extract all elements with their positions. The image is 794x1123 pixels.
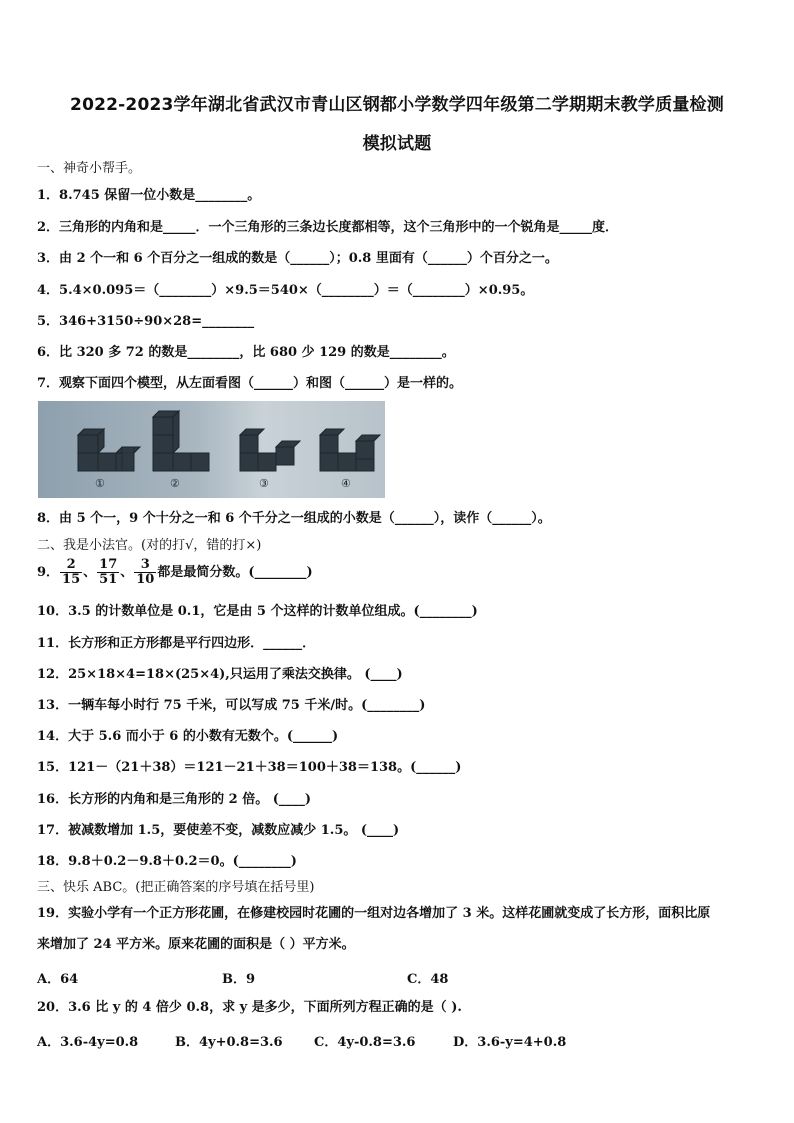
block-models-figure	[38, 401, 385, 498]
question-19-line-2: 来增加了 24 平方米。原来花圃的面积是（ ）平方米。	[37, 937, 355, 952]
section-2-heading: 二、我是小法官。(对的打√，错的打×)	[37, 538, 262, 553]
question-18: 18．9.8＋0.2－9.8＋0.2＝0。(________)	[37, 854, 297, 869]
question-4: 4．5.4×0.095＝（________）×9.5＝540×（________）＝（________）×0.95。	[37, 283, 534, 298]
section-3-heading: 三、快乐 ABC。(把正确答案的序号填在括号里)	[37, 880, 315, 895]
question-11: 11．长方形和正方形都是平行四边形．______．	[37, 636, 316, 651]
question-15: 15．121－（21＋38）＝121－21＋38＝100＋38＝138。(______)	[37, 760, 462, 775]
fraction-2: $\frac{17}{51}$	[99, 557, 118, 587]
title-line-1: 2022-2023学年湖北省武汉市青山区钢都小学数学四年级第二学期期末教学质量检测	[70, 95, 724, 115]
question-20: 20．3.6 比 y 的 4 倍少 0.8，求 y 是多少，下面所列方程正确的是（ ).	[37, 1000, 462, 1015]
question-19-line-1: 19．实验小学有一个正方形花圃，在修建校园时花圃的一组对边各增加了 3 米。这样花圃就变成了长方形，面积比原	[37, 906, 711, 921]
question-12: 12．25×18×4=18×(25×4),只运用了乘法交换律。 (____)	[37, 667, 403, 682]
fraction-3: $\frac{3}{10}$	[136, 557, 155, 587]
question-16: 16．长方形的内角和是三角形的 2 倍。 (____)	[37, 792, 312, 807]
question-13: 13．一辆车每小时行 75 千米，可以写成 75 千米/时。(________)	[37, 698, 426, 713]
question-20-option-c: C．4y-0.8=3.6	[314, 1035, 416, 1050]
question-5: 5．346+3150÷90×28=________	[37, 314, 255, 329]
question-6: 6．比 320 多 72 的数是________，比 680 少 129 的数是________。	[37, 345, 455, 360]
model-label-1: ①	[95, 477, 105, 490]
question-20-option-d: D．3.6-y=4+0.8	[453, 1035, 567, 1050]
model-label-3: ③	[259, 477, 269, 490]
question-9-prefix: 9．	[37, 565, 60, 580]
question-10: 10．3.5 的计数单位是 0.1，它是由 5 个这样的计数单位组成。(________)	[37, 604, 478, 619]
model-label-4: ④	[341, 477, 351, 490]
question-20-option-b: B．4y+0.8=3.6	[175, 1035, 283, 1050]
question-19-option-b: B．9	[222, 972, 256, 987]
block-models-drawing	[38, 401, 385, 498]
question-2: 2．三角形的内角和是_____．一个三角形的三条边长度都相等，这个三角形中的一个锐角是_____度．	[37, 220, 619, 235]
question-14: 14．大于 5.6 而小于 6 的小数有无数个。(______)	[37, 729, 339, 744]
question-19-option-c: C．48	[407, 972, 449, 987]
title-line-2: 模拟试题	[362, 134, 432, 154]
question-7: 7．观察下面四个模型，从左面看图（______）和图（______）是一样的。	[37, 376, 463, 391]
question-17: 17．被减数增加 1.5，要使差不变，减数应减少 1.5。 (____)	[37, 823, 400, 838]
question-9-suffix: 都是最简分数。(________)	[157, 565, 313, 580]
section-1-heading: 一、神奇小帮手。	[37, 161, 142, 176]
question-3: 3．由 2 个一和 6 个百分之一组成的数是（______）；0.8 里面有（______）个百分之一。	[37, 251, 558, 266]
question-9: 9． $\frac{2}{15}$ 、 $\frac{17}{51}$ 、 $\frac{3}{10}$ 都是最简分数。(________)	[37, 557, 313, 587]
question-20-option-a: A．3.6-4y=0.8	[37, 1035, 139, 1050]
fraction-1: $\frac{2}{15}$	[62, 557, 81, 587]
question-8: 8．由 5 个一，9 个十分之一和 6 个千分之一组成的小数是（______），读作（______）。	[37, 511, 551, 526]
model-label-2: ②	[170, 477, 180, 490]
question-19-option-a: A．64	[37, 972, 79, 987]
question-1: 1．8.745 保留一位小数是________。	[37, 188, 261, 203]
